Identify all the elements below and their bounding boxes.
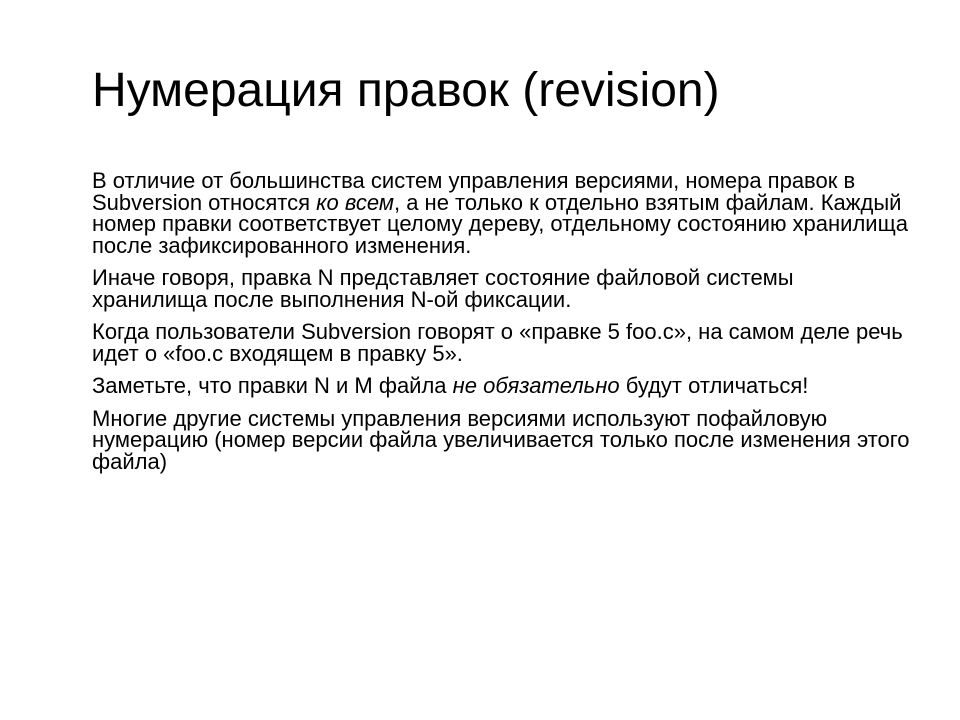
paragraph-note-differ (92, 375, 912, 397)
paragraph-other-systems: Многие другие системы управления версиями используют пофайловую нумерацию (номер версии файла увеличивается только после изменения этого файла) (92, 405, 910, 474)
slide-body (92, 170, 912, 483)
paragraph-users-say: Когда пользователи Subversion говорят о «правке 5 foo.c», на самом деле речь идет о «foo.c входящем в правку 5». (92, 319, 903, 366)
paragraph-text: В отличие от большинства систем управления версиями, номера правок в Subversion относятся (92, 168, 856, 215)
emphasis-text: не обязательно (452, 373, 620, 398)
paragraph-revision-n: Иначе говоря, правка N представляет состояние файловой системы хранилища после выполнения N-ой фиксации. (92, 265, 794, 312)
paragraph-text: , а не только к отдельно взятым файлам. Каждый номер правки соответствует целому дереву, отдельному состоянию хранилища после зафиксированного изменения. (92, 189, 908, 258)
paragraph-text: Заметьте, что правки N и M файла (92, 373, 453, 398)
emphasis-text: ко всем (316, 189, 394, 215)
paragraph-text: будут отличаться! (619, 373, 809, 398)
slide-title: Нумерация правок (revision) (92, 64, 720, 117)
paragraph-revision-global (92, 170, 912, 256)
